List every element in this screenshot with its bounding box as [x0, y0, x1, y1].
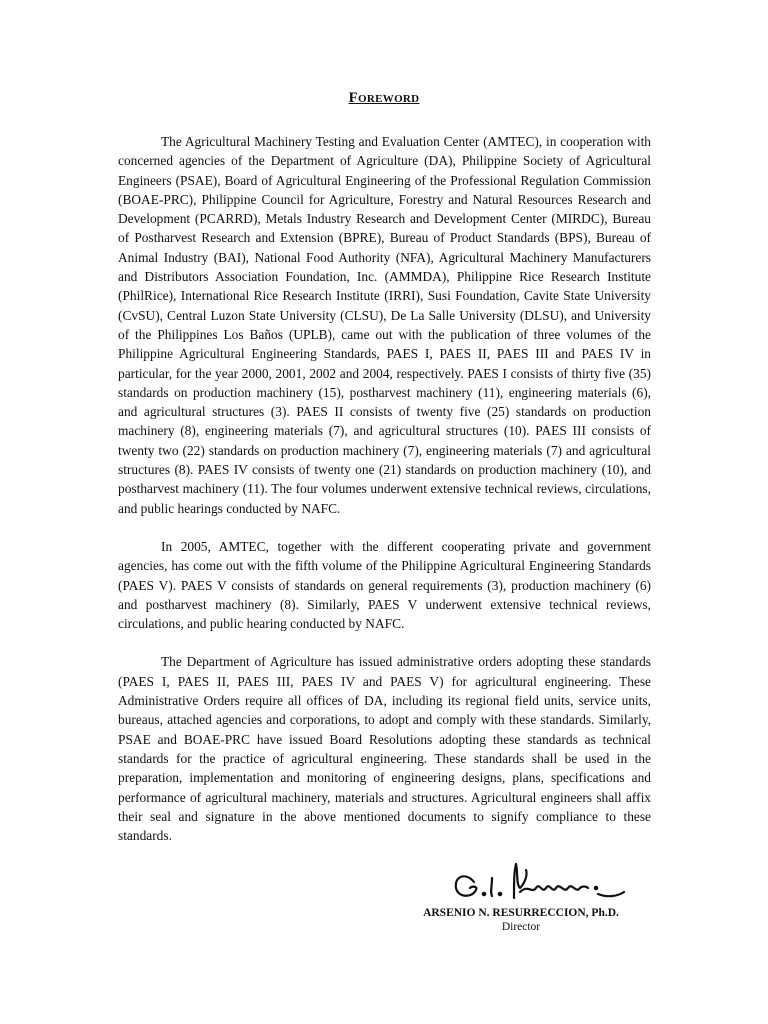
page-title: Foreword [348, 90, 420, 106]
paragraph-2: In 2005, AMTEC, together with the different cooperating private and government agencies, has come out with the fifth volume of the Philippine Agricultural Engineering Standards (PAES V). PAES V consists of standards on general requirements (3), production machinery (6) and postharvest machinery (8). Similarly, PAES V underwent extensive technical reviews, circulations, and public hearing conducted by NAFC. [118, 538, 651, 632]
signatory-name: ARSENIO N. RESURRECCION, Ph.D. [423, 907, 619, 919]
paragraph-1: The Agricultural Machinery Testing and Evaluation Center (AMTEC), in cooperation with concerned agencies of the Department of Agriculture (DA), Philippine Society of Agricultural Engineers (PSAE), Board of Agricultural Engineering of the Professional Regulation Commission (BOAE-PRC), Philippine Council for Agriculture, Forestry and Natural Resources Research and Development (PCARRD), Metals Industry Research and Development Center (MIRDC), Bureau of Postharvest Research and Extension (BPRE), Bureau of Product Standards (BPS), Bureau of Animal Industry (BAI), National Food Authority (NFA), Agricultural Machinery Manufacturers and Distributors Association Foundation, Inc. (AMMDA), Philippine Rice Research Institute (PhilRice), International Rice Research Institute (IRRI), Susi Foundation, Cavite State University (CvSU), Central Luzon State University (CLSU), De La Salle University (DLSU), and University of the Philippines Los Baños (UPLB), came out with the publication of three volumes of the Philippine Agricultural Engineering Standards, PAES I, PAES II, PAES III and PAES IV in particular, for the year 2000, 2001, 2002 and 2004, respectively. PAES I consists of thirty five (35) standards on production machinery (15), postharvest machinery (11), engineering materials (6), and agricultural structures (3). PAES II consists of twenty five (25) standards on production machinery (8), engineering materials (7), and agricultural structures (10). PAES III consists of twenty two (22) standards on production machinery (7), engineering materials (7) and agricultural structures (8). PAES IV consists of twenty one (21) standards on production machinery (10), and postharvest machinery (11). The four volumes underwent extensive technical reviews, circulations, and public hearings conducted by NAFC. [118, 134, 651, 516]
signatory-title: Director [501, 921, 541, 933]
paragraph-3: The Department of Agriculture has issued administrative orders adopting these standards (PAES I, PAES II, PAES III, PAES IV and PAES V) for agricultural engineering. These Administrative Orders require all offices of DA, including its regional field units, service units, bureaus, attached agencies and corporations, to adopt and comply with these standards. Similarly, PSAE and BOAE-PRC have issued Board Resolutions adopting these standards as technical standards for the practice of agricultural engineering. These standards shall be used in the preparation, implementation and monitoring of engineering designs, plans, specifications and performance of agricultural machinery, materials and structures. Agricultural engineers shall affix their seal and signature in the above mentioned documents to signify compliance to these standards. [118, 654, 651, 844]
document-body [118, 132, 651, 864]
handwritten-signature-icon [448, 858, 628, 906]
